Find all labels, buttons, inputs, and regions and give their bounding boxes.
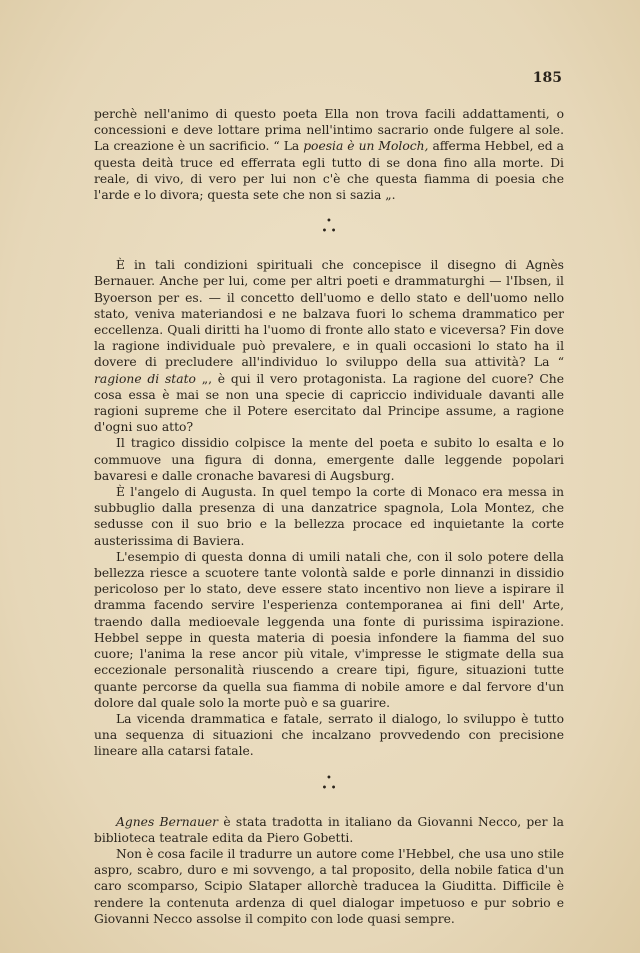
text-run: afferma Hebbel, ed a questa deità truce ed efferrata egli tutto di se dona fino alla morte. Di reale, di vivo, di vero per lui non c'è che questa fiamma di poesia che l'arde e lo divora; questa sete che non si sazia „. xyxy=(94,139,564,203)
section-separator xyxy=(94,217,564,237)
paragraph xyxy=(94,814,564,846)
text-run: è stata tradotta in italiano da Giovanni Necco, per la biblioteca teatrale edita da Piero Gobetti. xyxy=(94,814,564,845)
text-run: „, è qui il vero protagonista. La ragione del cuore? Che cosa essa è mai se non una specie di capriccio individuale davanti alle ragioni supreme che il Potere esercitato dal Principe assume, a ragione d'ogni suo atto? xyxy=(94,371,564,435)
text-run: È in tali condizioni spirituali che concepisce il disegno di Agnès Bernauer. Anche per lui, come per altri poeti e drammaturghi — l'Ibsen, il Byoerson per es. — il concetto dell'uomo e dello stato e dell'uomo nello stato, veniva materiandosi e ne balzava fuori lo schema drammatico per eccellenza. Quali diritti ha l'uomo di fronte allo stato e viceversa? Fin dove la ragione individuale può prevalere, e in quali occasioni lo stato ha il dovere di precludere all'individuo lo sviluppo della sua attività? La “ xyxy=(94,258,564,370)
italic-run: poesia è un Moloch, xyxy=(303,139,429,154)
italic-run: Agnes Bernauer xyxy=(116,814,219,829)
paragraph xyxy=(94,106,564,203)
section-separator xyxy=(94,774,564,794)
paragraph: È l'angelo di Augusta. In quel tempo la corte di Monaco era messa in subbuglio dalla presenza di una danzatrice spagnola, Lola Montez, che sedusse con il suo brio e la bellezza procace ed inquietante la corte austerissima di Baviera. xyxy=(94,485,564,548)
paragraph: Il tragico dissidio colpisce la mente del poeta e subito lo esalta e lo commuove una figura di donna, emergente dalle leggende popolari bavaresi e dalle cronache bavaresi di Augsburg. xyxy=(94,436,564,483)
italic-run: ragione di stato xyxy=(94,371,196,386)
paragraph: La vicenda drammatica e fatale, serrato il dialogo, lo sviluppo è tutto una sequenza di situazioni che incalzano provvedendo con precisione lineare alla catarsi fatale. xyxy=(94,711,564,759)
separator-dot-top: • xyxy=(326,772,332,784)
separator-dots-bottom: • • xyxy=(321,226,337,238)
paragraph xyxy=(94,257,564,435)
text-run: perchè nell'animo di questo poeta Ella non trova facili addattamenti, o concessioni e deve lottare prima nell'intimo sacrario onde fulgere al sole. La creazione è un sacrificio. “ La xyxy=(94,107,564,154)
body-text xyxy=(94,106,564,927)
separator-dot-top: • xyxy=(326,216,332,228)
page-number: 185 xyxy=(532,70,562,86)
separator-dots-bottom: • • xyxy=(321,782,337,794)
paragraph: L'esempio di questa donna di umili natali che, con il solo potere della bellezza riesce a scuotere tante volontà salde e porle dinnanzi in dissidio pericoloso per lo stato, deve essere stato incentivo non lieve a ispirare il dramma facendo servire l'esperienza contemporanea ai fini dell' Arte, traendo dalla medioevale leggenda una fonte di purissima ispirazione. Hebbel seppe in questa materia di poesia infondere la fiamma del suo cuore; l'anima la rese ancor più vitale, v'impresse le stigmate della sua eccezionale personalità riuscendo a creare tipi, figure, situazioni tutte quante percorse da quella sua fiamma di nobile amore e dal fervore d'un dolore dal quale solo la morte può e sa guarire. xyxy=(94,549,564,710)
paragraph: Non è cosa facile il tradurre un autore come l'Hebbel, che usa uno stile aspro, scabro, duro e mi sovvengo, a tal proposito, della nobile fatica d'un caro scomparso, Scipio Slataper allorchè traducea la Giuditta. Difficile è rendere la contenuta ardenza di quel dialogar impetuoso e pur sobrio e Giovanni Necco assolse il compito con lode quasi sempre. xyxy=(94,846,564,926)
